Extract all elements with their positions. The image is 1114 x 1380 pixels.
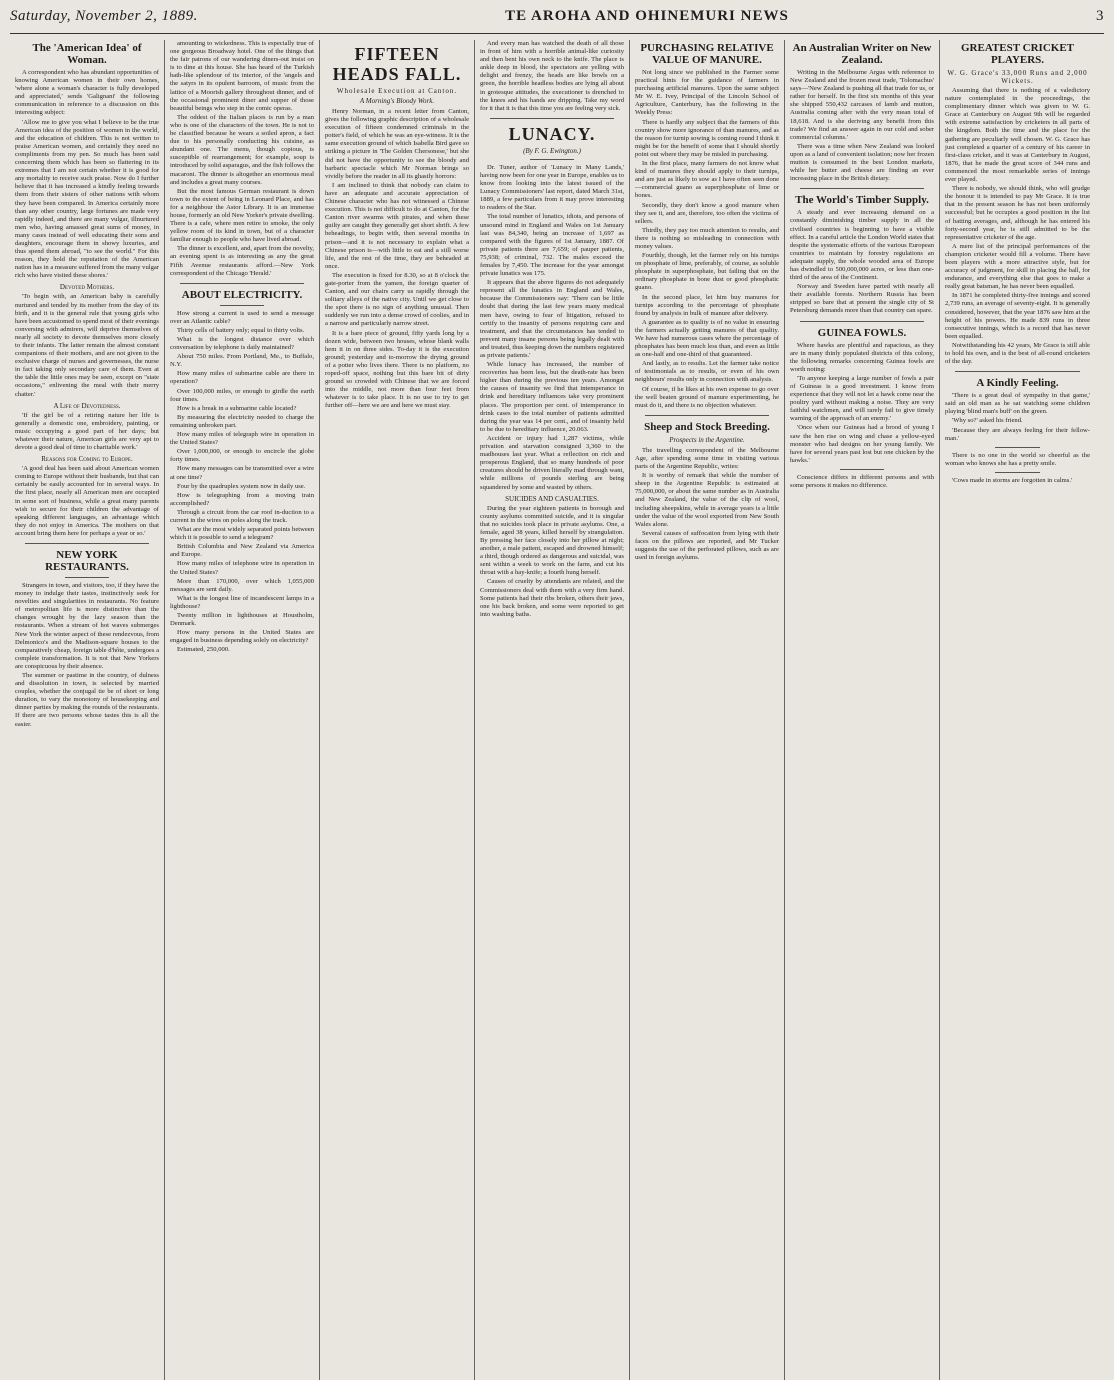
- divider: [25, 543, 149, 544]
- paragraph: Notwithstanding his 42 years, Mr Grace is still able to hold his own, and is the best of all-round cricketers of the day.: [945, 341, 1090, 366]
- paragraph: 'Once when our Guineas had a brood of young I saw the hen rise on wing and chase a yellow-eyed monster who had designs on her young family. We have for several years past lost but one chicken by the hawks.': [790, 424, 934, 464]
- qa-line: What is the longest line of incandescent lamps in a lighthouse?: [170, 594, 314, 610]
- section-subhead: Reasons for Coming to Europe.: [41, 455, 133, 464]
- qa-line: What is the longest distance over which conversation by telephone is daily maintained?: [170, 336, 314, 352]
- qa-line: About 750 miles. From Portland, Me., to Buffalo, N.Y.: [170, 353, 314, 369]
- paragraph: Causes of cruelty by attendants are related, and the Commissioners deal with them with a very firm hand. Some patients had their ribs broken, others their jaws, one his back broken, and some were reported to get into washing baths.: [480, 578, 624, 618]
- paragraph: Henry Norman, in a recent letter from Canton, gives the following graphic description of a wholesale execution of fifteen condemned criminals in the potter's field, of which he was an eye-witness. It is the same execution ground of which Isabella Bird gave so striking a picture in 'The Golden Chersonese,' but she did not have the opportunity to see the bloody and barbaric spectacle which Mr Norman brings so vividly before the reader in all its ghastly horrors:: [325, 108, 469, 180]
- paragraph: Norway and Sweden have parted with nearly all their available forests. Northern Russia has been stripped so bare that at present the single city of St Petersburg demands more than that country can spare.: [790, 283, 934, 315]
- paragraph: And lastly, as to results. Let the farmer take notice of testimonials as to results, or even of his own neighbours' results only in connection with analysis.: [635, 360, 779, 384]
- paragraph: The travelling correspondent of the Melbourne Age, after spending some time in visiting various parts of the Argentine Republic, writes:: [635, 446, 779, 471]
- qa-line: British Columbia and New Zealand via America and Europe.: [170, 543, 314, 559]
- column-4: [475, 40, 630, 1380]
- divider: [530, 159, 574, 160]
- article-heading: PURCHASING RELATIVE VALUE OF MANURE.: [640, 42, 774, 66]
- paragraph: Not long since we published in the Farmer some practical hints for the guidance of farmers in purchasing artificial manures. Upon the same subject Mr W. E. Ivey, Principal of the Lincoln School of Agriculture, Canterbury, has the following in the Weekly Press:: [635, 69, 779, 117]
- divider: [220, 305, 264, 306]
- paragraph: Conscience differs in different persons and with some persons it makes no difference.: [790, 473, 934, 490]
- qa-line: Estimated, 250,000.: [177, 646, 230, 654]
- qa-line: More than 170,000, over which 1,055,000 messages are sent daily.: [170, 577, 314, 593]
- divider: [995, 447, 1040, 448]
- columns: [10, 40, 1104, 1380]
- paragraph: There is nobody, we should think, who will grudge the honour it is intended to pay Mr Grace. It is true that in the present season he has not been uniformly successful; but he occupies a good position in the list of batting averages, and, although he has entered his forty-second year, he is still admitted to be the representative cricketer of the age.: [945, 185, 1090, 241]
- paragraph: Where hawks are plentiful and rapacious, as they are in many thinly populated districts of this colony, the following remarks concerning Guinea fowls are worth noting:: [790, 341, 934, 373]
- divider: [800, 321, 924, 322]
- article-heading: An Australian Writer on New Zealand.: [792, 42, 932, 66]
- section-subhead: A Life of Devotedness.: [53, 401, 121, 410]
- paragraph: Several causes of suffocation from lying with their faces on the pillows are reported, and Mr Tucker suggests the use of the perforated pillows, such as are used in foreign asylums.: [635, 529, 779, 562]
- paragraph: amounting to wickedness. This is especially true of one gorgeous Broadway hotel. One of the things that the fair patrons of our wandering diners-out insist on is to dine at this house. She has heard of the Turkish bath-like splendour of its interior, of the 'angels and the satyrs in its opulent barroom, of music from the lattice of a Moorish gallery throughout dinner, and of the occasional prominent diner and supper of those beautiful beings who step in the comic operas.: [170, 40, 314, 112]
- masthead-title: TE AROHA AND OHINEMURI NEWS: [505, 8, 789, 24]
- paragraph: In 1871 he completed thirty-five innings and scored 2,739 runs, an average of seventy-eight. It is generally considered, however, that the year 1876 saw him at the height of his powers. He made 839 runs in three consecutive innings, which is a record that has never been equalled.: [945, 292, 1090, 340]
- qa-line: Over 1,000,000, or enough to encircle the globe forty times.: [170, 448, 314, 464]
- paragraph: 'Because they are always feeling for their fellow-man.': [945, 426, 1090, 442]
- qa-line: Over 100,000 miles, or enough to girdle the earth four times.: [170, 387, 314, 403]
- qa-line: How is a break in a submarine cable located?: [177, 404, 297, 412]
- paragraph: Fourthly, though, let the farmer rely on his turnips on phosphate of lime, preferably, of course, as soluble phosphate in superphosphate, but failing that on the ordinary phosphate in bone dust or good phosphatic guano.: [635, 252, 779, 292]
- paragraph: Of course, if he likes at his own expense to go over the well beaten ground of manure experimenting, he must do it, and there is no objection whatever.: [635, 385, 779, 409]
- paragraph: Dr. Tuner, author of 'Lunacy in Many Lands,' having now been for one year in Europe, enables us to know from looking into the latest issued of the Lunacy Commissioners' last report, dated March 31st, 1889, a few particulars from it may prove interesting to readers of the Star.: [480, 163, 624, 212]
- qa-line: How strong a current is used to send a message over an Atlantic cable?: [170, 309, 314, 325]
- article-heading: NEW YORK RESTAURANTS.: [45, 548, 129, 573]
- article-subheading: Prospects in the Argentine.: [669, 435, 745, 444]
- paragraph: During the year eighteen patients in borough and county asylums committed suicide, and it is singular that no suicides took place in private asylums. One, a female, aged 38 years, killed herself by strangulation. By pressing her face closely into her pillow at night; another, a male patient, escaped and drowned himself; a third, though ordered as dangerous and suicidal, was sent within a week to work on the farm, and cut his throat with a hay-knife; a fourth hung herself.: [480, 504, 624, 577]
- paragraph: Assuming that there is nothing of a valedictory nature contemplated in the proceedings, the complimentary dinner which was given to W. G. Grace at Canterbury on August 9th will be regarded with extreme satisfaction by cricketers in all parts of the kingdom. Both the time and the place for the gathering are peculiarly well chosen. W. G. Grace has just completed a quarter of a century of his career in first-class cricket, and it was at Canterbury in August, 1876, that he made the great score of 344 runs and commenced the most remarkable series of innings ever played.: [945, 87, 1090, 184]
- paragraph: Strangers in town, and visitors, too, if they have the money to indulge their tastes, instinctively seek for novelties and singularities in restaurants. No feature of metropolitan life is more distinctive than the changes wrought by the lazy season than the restaurants. When a stream of hot waves submerges New York the winter aspect of these rendezvous, from Delmonico's and the Madison-square houses to the comparatively cheap, foreign table d'hôte, undergoes a complete transformation. It is not that New Yorkers are conspicuous by their absence.: [15, 581, 159, 670]
- paragraph: It appears that the above figures do not adequately represent all the lunatics in England and Wales, because the Commissioners say: 'There can be little doubt that during the last few years many medical men have, owing to fear of litigation, refused to certify to the insanity of persons requiring care and treatment, and that the circumstances has tended to prevent many insane persons being legally dealt with and treated, thus keeping down the numbers registered as private patients.': [480, 279, 624, 359]
- paragraph: I am inclined to think that nobody can claim to have an adequate and accurate appreciation of Chinese character who has not witnessed a Chinese execution. This is not difficult to do at Canton, for the Canton river swarms with pirates, and when these guilty are caught they generally get short shrift. A few beheadings, to begin with, then several months in prison—and it is not necessary to explain what a Chinese prison is—with little to eat and a still worse life, and the rest of the time, they are beheaded at once.: [325, 181, 469, 270]
- paragraph: It is worthy of remark that while the number of sheep in the Argentine Republic is estimated at 75,000,000, or about the same number as in Australia and New Zealand, the value of the clip of wool, including sheepskins, while in average years is a little under the value of the wool exported from New South Wales alone.: [635, 472, 779, 528]
- paragraph: And every man has watched the death of all those in front of him with a horrible animal-like curiosity and then bent his own neck to the knife. The place is ankle deep in blood, the spectators are yelling with delight and frenzy, the heads are like bowls on a green, the horrible headless bodies are lying all about in grotesque attitudes, the executioner is drenched to the knees and his hands are dripping. Take my word for it that it is that this time you are feeling very sick.: [480, 40, 624, 112]
- paragraph: Writing in the Melbourne Argus with reference to New Zealand and the frozen meat trade, 'Tolomachus' says—'New Zealand is pushing all that trade for us, or rather for herself. In the first six months of this year she shipped 550,432 carcases of lamb and mutton, Australia coming after with the very mean total of 18,618. And is she deriving any benefit from this trade? We find an answer again in our cold and sober commercial columns.': [790, 69, 934, 141]
- paragraph: The execution is fixed for 8.30, so at 8 o'clock the gate-porter from the yamen, the foreign quarter of Canton, and our chairs carry us rapidly through the solitary alleys of the native city. Until we get close to the spot there is no sign of anything unusual. Then suddenly we run into a dense crowd of coolies, and in a narrow and particularly narrow street.: [325, 271, 469, 328]
- divider: [800, 188, 924, 189]
- paragraph: 'There is a great deal of sympathy in that game,' said an old man as he sat watching some children playing 'blind man's buff' on the green.: [945, 392, 1090, 416]
- column-3: [320, 40, 475, 1380]
- qa-line: How many miles of telephone wire in operation in the United States?: [170, 560, 314, 576]
- section-subhead: SUICIDES AND CASUALTIES.: [505, 494, 599, 503]
- section-subhead: Devoted Mothers.: [59, 283, 115, 292]
- qa-line: What are the most widely separated points between which it is possible to send a telegram?: [170, 526, 314, 542]
- article-heading: Sheep and Stock Breeding.: [644, 420, 770, 433]
- paragraph: The dinner is excellent, and, apart from the novelty, an evening spent is as interesting as any the great Fifth Avenue restaurants afford.—New York correspondent of the Chicago 'Herald.': [170, 245, 314, 277]
- column-5: [630, 40, 785, 1380]
- paragraph: 'To begin with, an American baby is carefully nurtured and tended by its mother from the day of its birth, and it is the general rule that young girls who have been accustomed to spend most of their evenings conversing with admirers, will deprive themselves of nearly all society to devote themselves more closely to their infants. The latter remain the almost constant companions of their mothers, and are not given to the exclusive charge of nurses and governesses, the nurse in fact taking only secondary care of them. Even at the table the little ones may be seen, except on "state occasions," enlivening the meal with their merry chatter.': [15, 293, 159, 398]
- qa-line: Through a circuit from the car roof in-duction to a current in the wires on poles along the track.: [170, 508, 314, 524]
- paragraph: But the most famous German restaurant is down town to the extent of being in Leonard Place, and has for a neighbour the Astor Library. It is an immense house, formerly an old New Yorker's private dwelling. There is a cafe, where men retire to smoke, the only yellow room of its kind in town, but of a character familiar enough to people who have lived abroad.: [170, 187, 314, 244]
- paragraph: 'A good deal has been said about American women coming to Europe without their husbands, but that can certainly be easily accounted for in several ways. In the first place, nearly all American men are occupied in some sort of business, while a great many parents wish to secure for their children the advantage of speaking different languages, an advantage which they do not enjoy in America. The mothers on that account bring them here for perhaps a year or so.': [15, 465, 159, 537]
- qa-line: Thirty cells of battery only; equal to thirty volts.: [177, 326, 305, 334]
- article-body: [15, 69, 159, 538]
- article-heading: GREATEST CRICKET PLAYERS.: [961, 42, 1074, 66]
- article-byline: (By F. G. Ewington.): [523, 146, 581, 155]
- paragraph: A steady and ever increasing demand on a constantly diminishing timber supply in all the civilised countries is beginning to have a visible effect. In a careful article the London World states that despite the systematic efforts of the various European countries to maintain by forestry regulations an adequate supply, the whole wooded area of Europe has dwindled to 500,000,000 acres, or less than one-third of the area of the Continent.: [790, 209, 934, 282]
- paragraph: The summer or pastime in the country, of dulness and dissolution in town, is selected by married couples, whether the conjugal tie be of short or long duration, to vary the monotony of housekeeping and dinner parties by making the rounds of the restaurants. If there are two persons whose tastes this is all the easier.: [15, 672, 159, 728]
- paragraph: The total number of lunatics, idiots, and persons of unsound mind in England and Wales on 1st January last was 84,340, being an increase of 1,697 as compared with the figures of 1st January, 1887. Of private patients there are 7,659; of pauper patients, 75,938; of criminal, 732. The males exceed the females by 7,450. The increase for the year amongst private lunatics was 175.: [480, 213, 624, 278]
- article-heading: FIFTEEN HEADS FALL.: [332, 44, 462, 84]
- article-heading: The 'American Idea' of Woman.: [32, 42, 142, 66]
- qa-line: How many messages can be transmitted over a wire at one time?: [170, 465, 314, 481]
- article-heading: LUNACY.: [508, 123, 596, 144]
- paragraph: 'Cows made in storms are forgotten in calms.': [952, 476, 1073, 484]
- qa-line: How many persons in the United States are engaged in business depending solely on electricity?: [170, 629, 314, 645]
- paragraph: Accident or injury had 1,287 victims, while privation and starvation consigned 3,360 to the madhouses last year. What a reflection on rich and prosperous England, that so many hundreds of poor creatures should be driven literally mad through want, while millions of pounds sterling are being squandered by some and wasted by others.: [480, 434, 624, 491]
- paragraph: In the first place, many farmers do not know what kind of manures they should apply to their turnips, and are just as likely to sow as I have often seen done—commercial guano as superphosphate of lime or bones.: [635, 160, 779, 200]
- divider: [645, 415, 769, 416]
- paragraph: 'If the girl be of a retiring nature her life is generally a domestic one, embroidery, painting, or music occupying a good part of her days; but whatever their nature, American girls are very apt to devote a good deal of time to charitable work.': [15, 411, 159, 452]
- column-7: [940, 40, 1095, 1380]
- paragraph: There was a time when New Zealand was looked upon as a land of convenient isolation; now her frozen mutton is consumed in the best London markets, while her butter and cheese are finding an ever increasing place in the British dietary.: [790, 142, 934, 183]
- paragraph: Secondly, they don't know a good manure when they see it, and are, therefore, too often the victims of sellers.: [635, 201, 779, 225]
- paragraph: There is hardly any subject that the farmers of this country show more ignorance of than manures, and as the reason for turnip sowing is coming round I think it might be for the benefit of some that I should shortly point out where they may be misled in purchasing.: [635, 118, 779, 158]
- paragraph: In the second place, let him buy manures for turnips according to the percentage of phosphate found by analysis in bulk of manure after delivery.: [635, 293, 779, 317]
- qa-line: By measuring the electricity needed to charge the remaining unbroken part.: [170, 413, 314, 429]
- qa-line: Twenty million in lighthouses at Houstholm, Denmark.: [170, 612, 314, 628]
- paragraph: There is no one in the world so cheerful as the woman who knows she has a pretty smile.: [945, 451, 1090, 467]
- paragraph: 'To anyone keeping a large number of fowls a pair of Guineas is a good investment. I know from experience that they will not let a hawk come near the poultry yard without making a noise. They are very faithful watchmen, and will rarely fail to give timely warning of the approach of an enemy.': [790, 374, 934, 423]
- divider: [65, 577, 109, 578]
- qa-list: [170, 310, 314, 655]
- divider: [995, 472, 1040, 473]
- paragraph: 'Why so?' asked his friend.: [952, 417, 1023, 425]
- paragraph: It is a bare piece of ground, fifty yards long by a dozen wide, between two houses, whose blank walls hem it in on three sides. To-day it is the execution ground; yesterday and to-morrow the drying ground of a potter who lives there. There is no platform, no roped-off space, nothing but this bare bit of dirty ground so crowded with Chinese that we are forced into the middle, not more than four feet from whatever is to take place. It is no use to try to get further off—here we are and here we must stay.: [325, 329, 469, 410]
- qa-line: How many miles of telegraph wire in operation in the United States?: [170, 431, 314, 447]
- masthead: [10, 8, 1104, 34]
- article-subheading: W. G. Grace's 33,000 Runs and 2,000 Wickets.: [947, 69, 1088, 85]
- qa-line: Four by the quadruplex system now in daily use.: [177, 482, 306, 490]
- column-6: [785, 40, 940, 1380]
- qa-line: How many miles of submarine cable are there in operation?: [170, 370, 314, 386]
- article-heading: GUINEA FOWLS.: [817, 326, 907, 339]
- paragraph: The oddest of the Italian places is run by a man who is one of the characters of the town. He is not to be classified because he wears a soiled apron, a fact due to his personally conducting his cuisine, as abundant one. The menu, though copious, is susceptible of rearrangement; for example, soup is introduced by solid asparagus, and the fish follows the macaroni. The dinner is altogether an enormous meal and includes a great many courses.: [170, 113, 314, 186]
- column-2: [165, 40, 320, 1380]
- qa-line: How is telegraphing from a moving train accomplished?: [170, 491, 314, 507]
- paragraph: Thirdly, they pay too much attention to results, and there is nothing so misleading in connection with money values.: [635, 226, 779, 250]
- paragraph: A guarantee as to quality is of no value in ensuring the farmers actually getting manures of that quality. We have had numerous cases where the percentage of phosphates has been much less than, and even as little as one-half and one-third of that guaranteed.: [635, 318, 779, 359]
- column-1: [10, 40, 165, 1380]
- divider: [490, 118, 614, 119]
- article-heading: The World's Timber Supply.: [795, 194, 929, 207]
- article-heading: A Kindly Feeling.: [976, 377, 1059, 390]
- page-number: 3: [1096, 8, 1104, 24]
- paragraph: A correspondent who has abundant opportunities of knowing American women in their own homes, 'where alone a woman's character is fully developed and appreciated,' sends 'Galignani' the following communication in reference to a discussion on this interesting subject:: [15, 69, 159, 117]
- paragraph: 'Allow me to give you what I believe to be the true American idea of the position of women in the world, and the education of children. This is not written to praise American women, and certainly they need no compliments from my pen. So much has been said concerning them which has been so flattering in its extremes that I am not certain whether it is good for any mortality to receive such praise. Now do I further believe that it has increased a kindly feeling towards them from their sisters of other nations with whom they have been compared. In America certainly more than any other country, large fortunes are made very rapidly indeed, and there are many vulgar, illnurtured men who, having amassed great sums of money, in many cases instead of well educating their sons and daughters, encourage them in showy luxuries, and thus spend them abroad, "to see the world." For this reason, they hold the reputation of the American nation has in a measure suffered from the many vulgar rich who have visited these shores.': [15, 118, 159, 280]
- paragraph: While lunacy has increased, the number of recoveries has been less, but the death-rate has been higher than during the previous ten years. Amongst the causes of insanity we find that intemperance in drink and hereditary influences take very prominent places. The proportion per cent. of intemperance in drink cases to the total number of patients admitted during the year was 14 per cent., and of insanity held to be due to hereditary influence, 20.063.: [480, 361, 624, 433]
- paragraph: A mere list of the principal performances of the champion cricketer would fill a volume. There have been players with a more attractive style, but for accuracy of judgment, for skill in placing the ball, for endurance, and everything else that goes to make a really great batsman, he has never been equalled.: [945, 242, 1090, 291]
- article-subheading: Wholesale Execution at Canton.: [336, 87, 458, 95]
- divider: [955, 371, 1080, 372]
- article-subheading: A Morning's Bloody Work.: [359, 97, 435, 105]
- article-heading: ABOUT ELECTRICITY.: [181, 288, 303, 301]
- divider: [840, 469, 884, 470]
- masthead-date: Saturday, November 2, 1889.: [10, 8, 198, 24]
- divider: [180, 283, 304, 284]
